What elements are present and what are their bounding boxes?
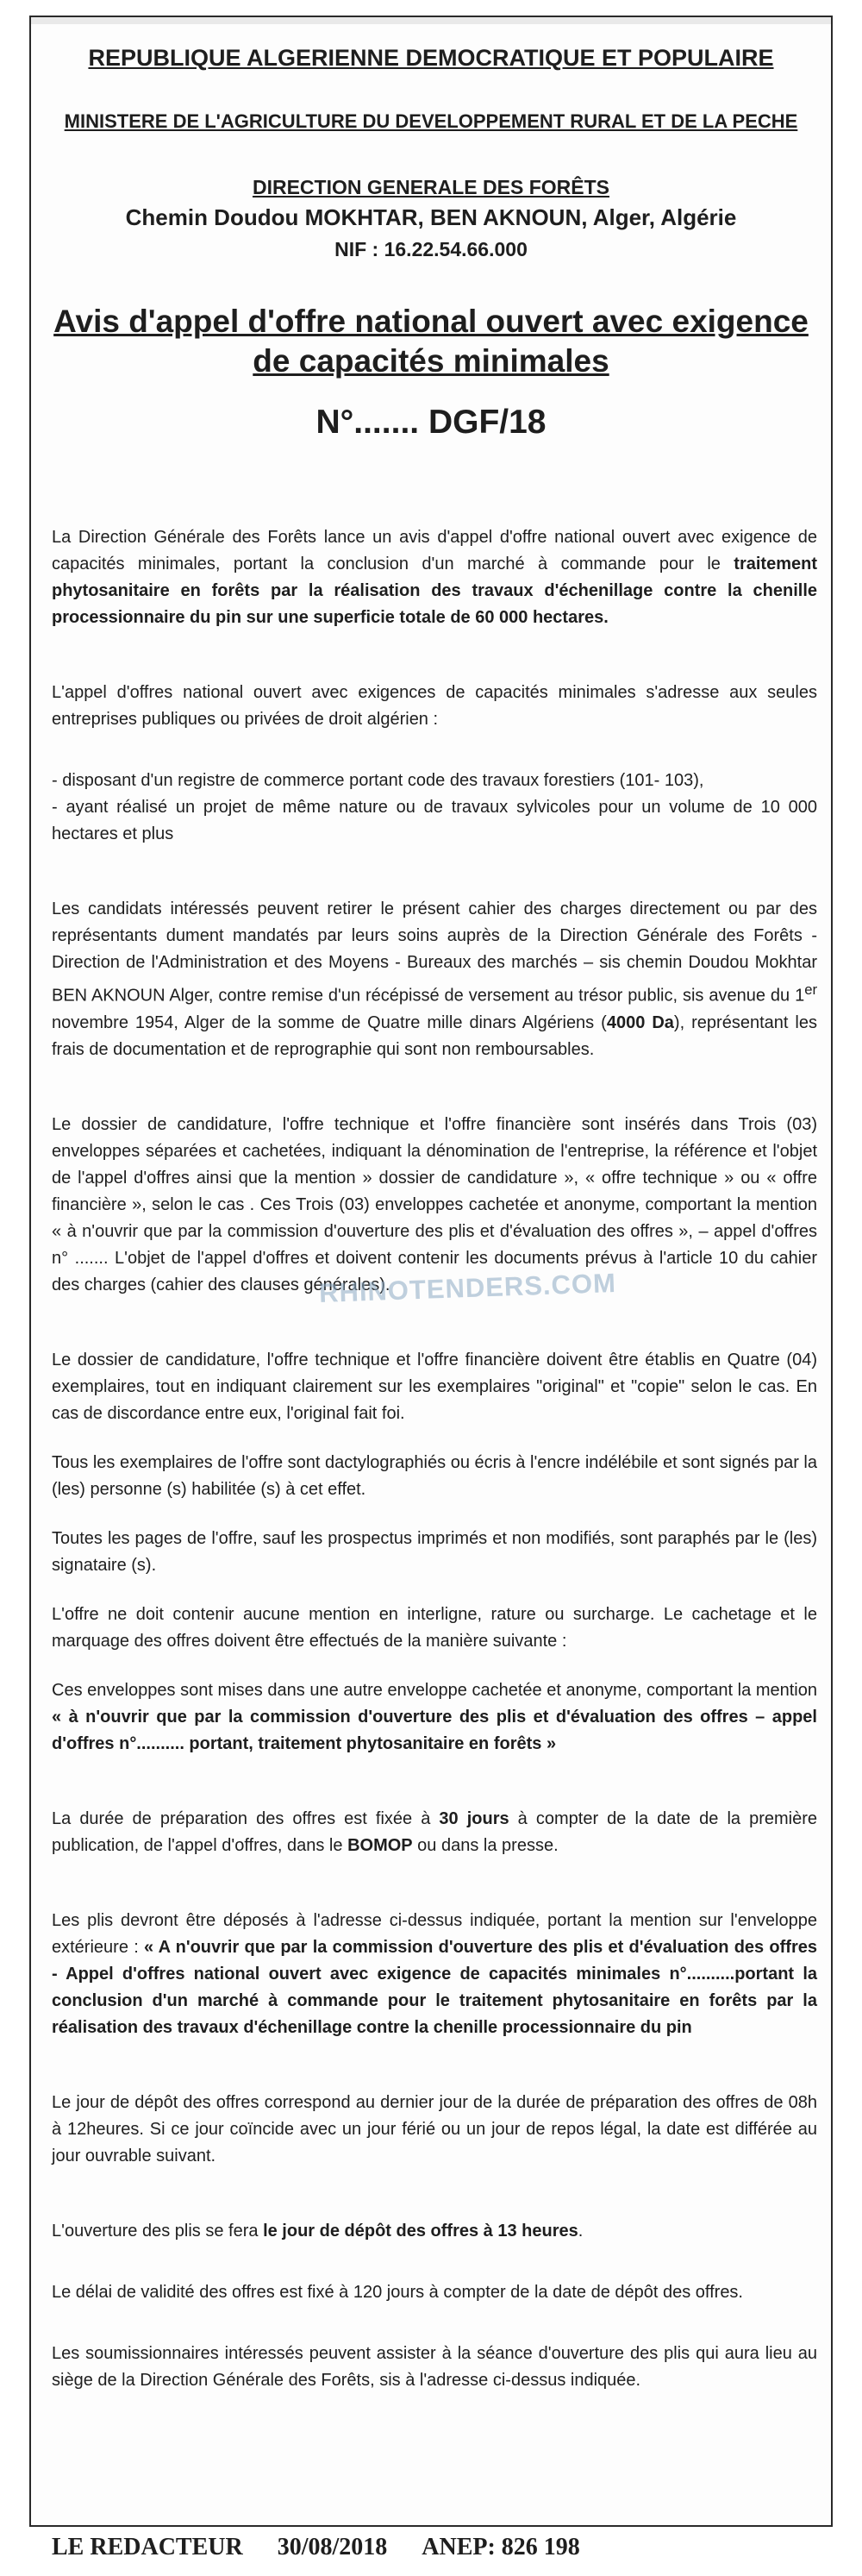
paragraph-intro-bold: traitement phytosanitaire en forêts par la réalisation des travaux d'échenillage contre la chenille processionnaire du pin sur une superficie totale de 60 000 hectares. (52, 555, 817, 627)
deposit-text: Les plis devront être déposés à l'adresse ci-dessus indiquée, portant la mention sur l'enveloppe extérieure : (52, 1910, 817, 1957)
duration-days: 30 jours (439, 1808, 509, 1828)
paragraph-opening (52, 2218, 817, 2245)
paragraph-envelopes: Le dossier de candidature, l'offre technique et l'offre financière sont insérés dans Trois (03) enveloppes séparées et cachetées, indiquant la dénomination de l'entreprise, la référence et l'objet de l'appel d'offres ainsi que la mention » dossier de candidature », « offre technique » ou « offre financière », selon le cas . Ces Trois (03) enveloppes cachetée et anonyme, comportant la mention « à n'ouvrir que par la commission d'ouverture des plis et d'évaluation des offres », – appel d'offres n° ....... L'objet de l'appel d'offres et doivent contenir les documents prévus à l'article 10 du cahier des charges (cahier des clauses générales). (52, 1114, 817, 1294)
fee-amount: 4000 Da (606, 1012, 674, 1032)
paragraph-pages: Toutes les pages de l'offre, sauf les prospectus imprimés et non modifiés, sont paraphés par le (les) signataire (s). (52, 1528, 817, 1575)
paragraph-signature: Tous les exemplaires de l'offre sont dactylographiés ou écris à l'encre indélébile et sont signés par la (les) personne (s) habilitée (s) à cet effet. (52, 1452, 817, 1499)
outer-envelope-text: Ces enveloppes sont mises dans une autre enveloppe cachetée et anonyme, comportant la mention (52, 1680, 817, 1700)
criteria-item-2: - ayant réalisé un projet de même nature ou de travaux sylvicoles pour un volume de 10 000 hectares et plus (52, 798, 817, 843)
address-line: Chemin Doudou MOKHTAR, BEN AKNOUN, Alger, Algérie (125, 204, 737, 230)
paragraph-duration (52, 1806, 817, 1859)
opening-period: . (578, 2221, 584, 2241)
paragraph-intro (52, 524, 817, 631)
outer-envelope-mention: « à n'ouvrir que par la commission d'ouverture des plis et d'évaluation des offres – appel d'offres n°.......... portant, traitement phytosanitaire en forêts » (52, 1707, 817, 1753)
paragraph-attendance: Les soumissionnaires intéressés peuvent assister à la séance d'ouverture des plis qui aura lieu au siège de la Direction Générale des Forêts, sis à l'adresse ci-dessus indiquée. (52, 2343, 817, 2390)
footer-redacteur: LE REDACTEUR (52, 2534, 243, 2560)
republic-heading: REPUBLIQUE ALGERIENNE DEMOCRATIQUE ET POPULAIRE (88, 45, 774, 71)
notice-number: N°....... DGF/18 (315, 404, 547, 441)
paragraph-withdrawal-text-a: Les candidats intéressés peuvent retirer le présent cahier des charges directement ou par des représentants dument mandatés par leurs soins auprès de la Direction Générale des Forêts - Direction de l'Administration et des Moyens - Bureaux des marchés – sis chemin Doudou Mokhtar BEN AKNOUN Alger, contre remise d'un récépissé de versement au trésor public, sis avenue du 1 (52, 899, 817, 1006)
duration-text-b: à compter de la date de la première publication, de l'appel d'offres, dans le (52, 1808, 817, 1855)
footer-date: 30/08/2018 (277, 2534, 388, 2560)
notice-title-line2: de capacités minimales (253, 343, 609, 379)
nif-line: NIF : 16.22.54.66.000 (334, 238, 528, 260)
deposit-mention: « A n'ouvrir que par la commission d'ouverture des plis et d'évaluation des offres - Appel d'offres national ouvert avec exigence de capacités minimales n°..........portant la conclusion d'un marché à commande pour le traitement phytosanitaire en forêts par la réalisation des travaux d'échenillage contre la chenille processionnaire du pin (52, 1937, 817, 2037)
paragraph-intro-text: La Direction Générale des Forêts lance un avis d'appel d'offre national ouvert avec exigence de capacités minimales, portant la conclusion d'un marché à commande pour le (52, 528, 817, 573)
notice-title-line1: Avis d'appel d'offre national ouvert avec exigence (53, 304, 809, 339)
criteria-item-1: - disposant d'un registre de commerce portant code des travaux forestiers (101- 103), (52, 771, 704, 790)
paragraph-deposit (52, 1908, 817, 2041)
direction-heading: DIRECTION GENERALE DES FORÊTS (252, 176, 610, 198)
paragraph-withdrawal-text-c: ), représentant les frais de documentation et de reprographie qui sont non remboursables. (52, 1012, 817, 1059)
bomop-label: BOMOP (347, 1835, 413, 1855)
duration-text-a: La durée de préparation des offres est fixée à (52, 1808, 440, 1828)
paragraph-deposit-day: Le jour de dépôt des offres correspond au dernier jour de la durée de préparation des offres de 08h à 12heures. Si ce jour coïncide avec un jour férié ou un jour de repos légal, la date est différée au jour ouvrable suivant. (52, 2092, 817, 2165)
notice-title (0, 302, 862, 381)
footer (52, 2534, 810, 2561)
footer-anep: ANEP: 826 198 (422, 2534, 580, 2560)
paragraph-withdrawal (52, 896, 817, 1063)
paragraph-copies: Le dossier de candidature, l'offre technique et l'offre financière doivent être établis en Quatre (04) exemplaires, tout en indiquant clairement sur les exemplaires "original" et "copie" selon le cas. En cas de discordance entre eux, l'original fait foi. (52, 1350, 817, 1423)
paragraph-marking: L'offre ne doit contenir aucune mention en interligne, rature ou surcharge. Le cachetage et le marquage des offres doivent être effectués de la manière suivante : (52, 1604, 817, 1651)
opening-time: le jour de dépôt des offres à 13 heures (263, 2221, 578, 2241)
paragraph-eligibility: L'appel d'offres national ouvert avec exigences de capacités minimales s'adresse aux seules entreprises publiques ou privées de droit algérien : (52, 683, 817, 729)
notice-body (52, 524, 817, 2394)
superscript-er: er (804, 981, 817, 998)
paragraph-validity: Le délai de validité des offres est fixé à 120 jours à compter de la date de dépôt des offres. (52, 2282, 743, 2302)
paragraph-outer-envelope (52, 1677, 817, 1758)
paragraph-withdrawal-text-b: novembre 1954, Alger de la somme de Quatre mille dinars Algériens ( (52, 1012, 607, 1032)
opening-text: L'ouverture des plis se fera (52, 2221, 264, 2241)
duration-text-c: ou dans la presse. (412, 1835, 559, 1855)
watermark-text: RHINOTENDERS.COM (318, 1267, 617, 1309)
ministry-heading: MINISTERE DE L'AGRICULTURE DU DEVELOPPEMENT RURAL ET DE LA PECHE (64, 110, 798, 132)
